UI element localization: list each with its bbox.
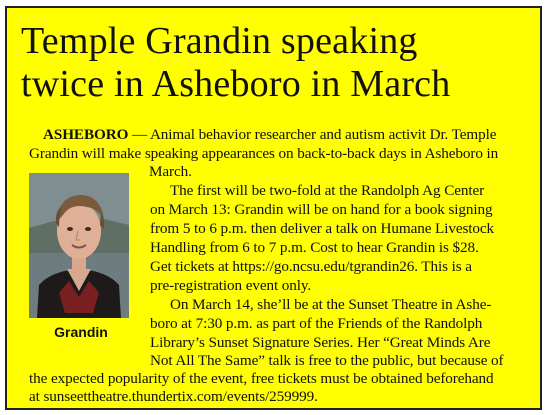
paragraph-2-line-2: on March 13: Grandin will be on hand for a book signing — [150, 201, 493, 218]
headline — [21, 20, 521, 106]
paragraph-1-line-2: Grandin will make speaking appearances on back-to-back days in Asheboro in — [29, 145, 499, 162]
paragraph-1-text: — Animal behavior researcher and autism activit Dr. Temple — [128, 126, 497, 143]
photo-caption: Grandin — [54, 324, 108, 340]
headline-line-1: Temple Grandin speaking — [21, 20, 418, 62]
headline-line-2: twice in Asheboro in March — [21, 63, 451, 105]
paragraph-3-line-5: the expected popularity of the event, free tickets must be obtained beforehand — [29, 370, 494, 387]
portrait-photo-icon — [29, 173, 129, 318]
paragraph-2-line-1: The first will be two-fold at the Randolph Ag Center — [170, 182, 485, 199]
paragraph-3-line-2: boro at 7:30 p.m. as part of the Friends of the Randolph — [150, 315, 483, 332]
paragraph-2-line-5: Get tickets at https://go.ncsu.edu/tgrandin26. This is a — [150, 258, 472, 275]
paragraph-1-line-1 — [43, 125, 496, 144]
paragraph-3-line-6: at sunseettheatre.thundertix.com/events/259999. — [29, 388, 318, 405]
paragraph-1-line-3: March. — [149, 163, 192, 180]
paragraph-2-line-6: pre-registration event only. — [150, 277, 312, 294]
dateline: ASHEBORO — [43, 126, 129, 143]
paragraph-3-line-4: Not All The Same” talk is free to the public, but because of — [150, 352, 504, 369]
paragraph-3-line-3: Library’s Sunset Signature Series. Her “Great Minds Are — [150, 334, 491, 351]
paragraph-3-line-1: On March 14, she’ll be at the Sunset Theatre in Ashe- — [170, 296, 492, 313]
paragraph-2-line-3: from 5 to 6 p.m. then deliver a talk on Humane Livestock — [150, 220, 495, 237]
portrait-photo — [29, 173, 129, 318]
paragraph-2-line-4: Handling from 6 to 7 p.m. Cost to hear Grandin is $28. — [150, 239, 479, 256]
